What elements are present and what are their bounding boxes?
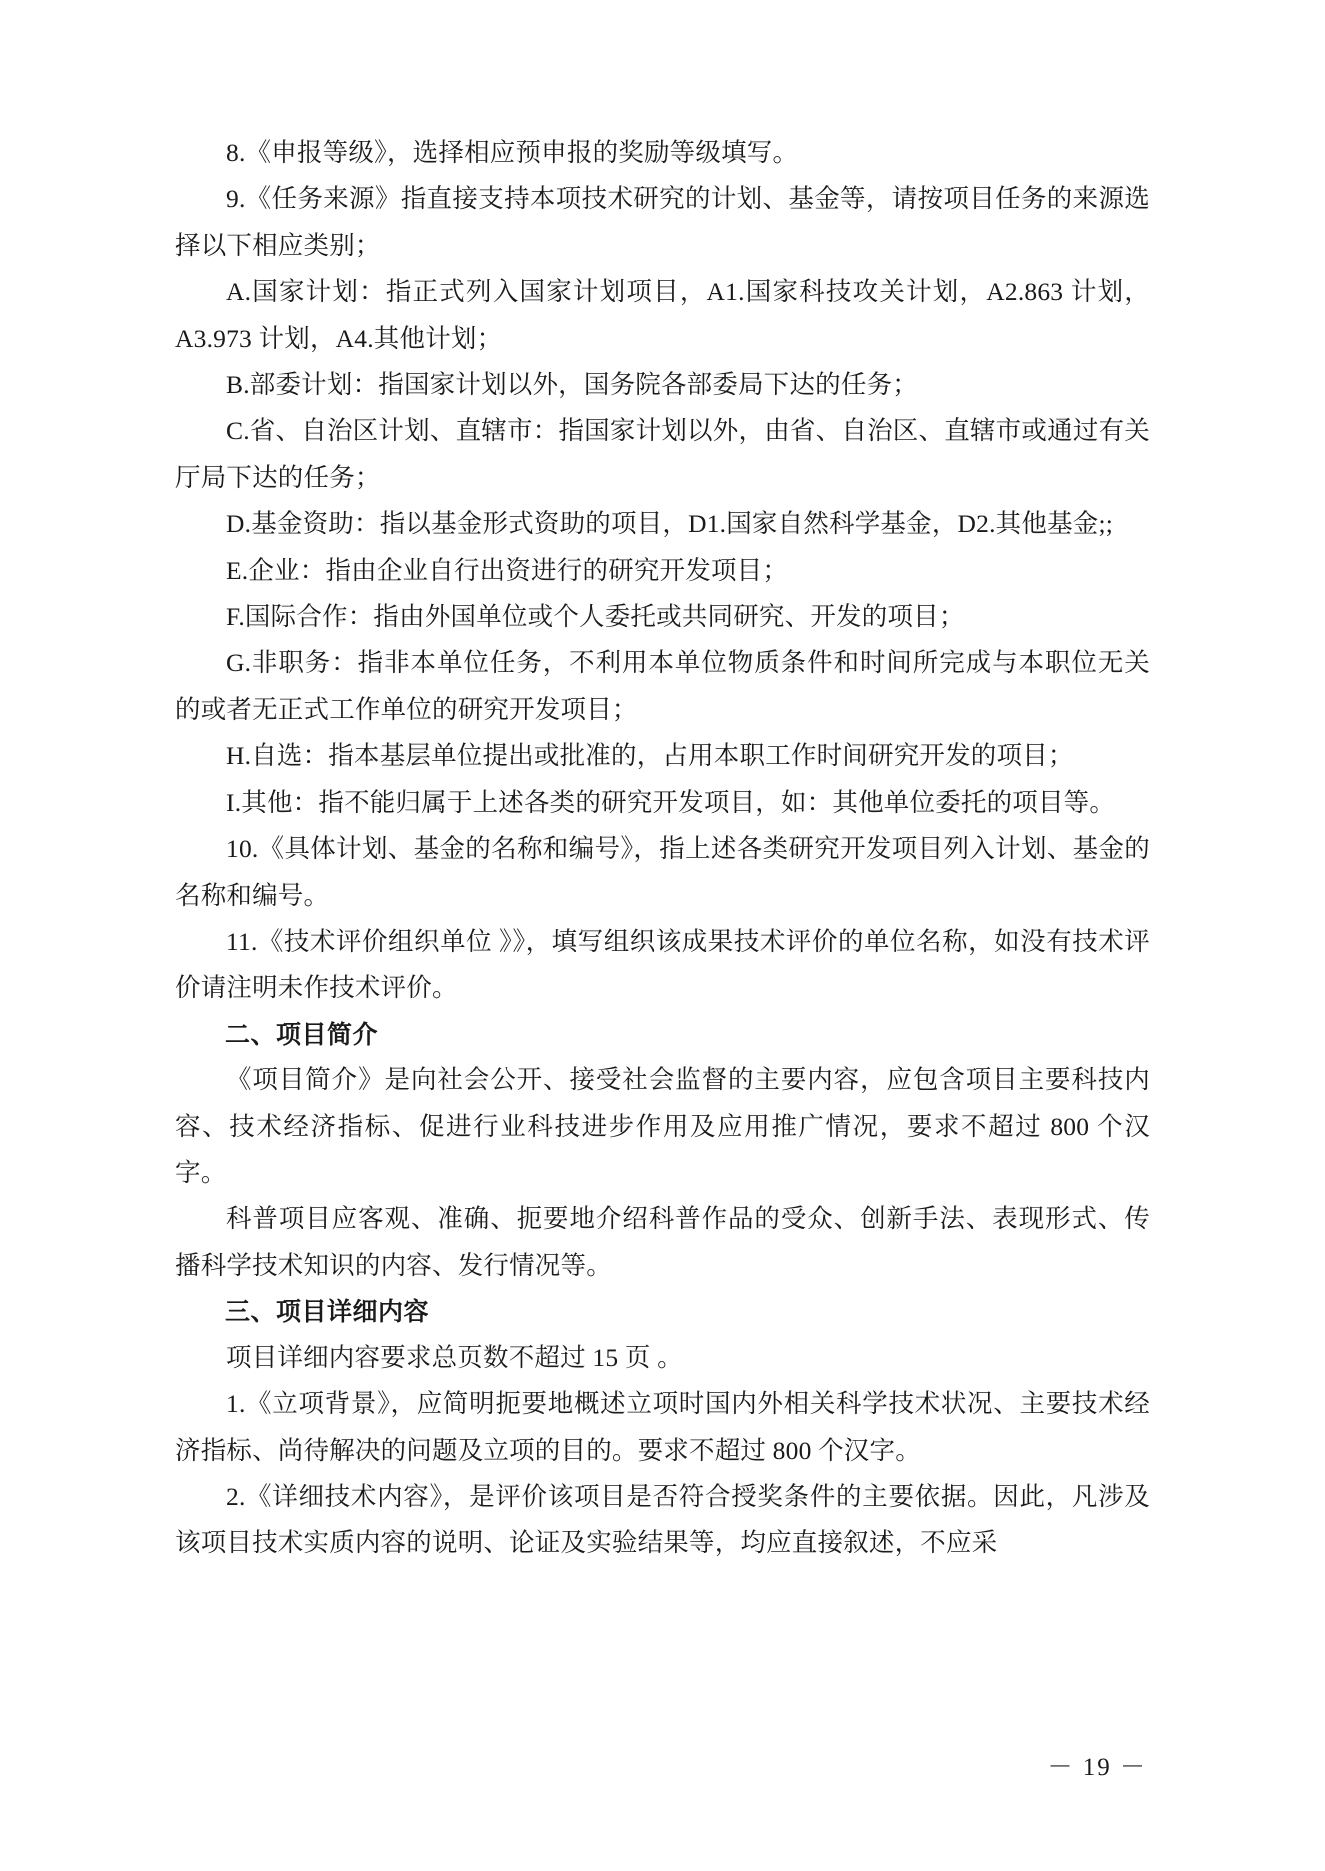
paragraph-item-a: A.国家计划：指正式列入国家计划项目，A1.国家科技攻关计划，A2.863 计划，A3.973 计划，A4.其他计划； [175,277,1150,353]
paragraph-item-b: B.部委计划：指国家计划以外，国务院各部委局下达的任务； [226,370,918,400]
section-heading-three: 三、项目详细内容 [225,1297,430,1327]
paragraph-item-e: E.企业：指由企业自行出资进行的研究开发项目； [226,555,789,585]
paragraph-item-g: G.非职务：指非本单位任务，不利用本单位物质条件和时间所完成与本职位无关的或者无正式工作单位的研究开发项目； [175,648,1150,724]
paragraph-item-d: D.基金资助：指以基金形式资助的项目，D1.国家自然科学基金，D2.其他基金;; [226,509,1114,539]
paragraph-section2-1: 《项目简介》是向社会公开、接受社会监督的主要内容，应包含项目主要科技内容、技术经济指标、促进行业科技进步作用及应用推广情况，要求不超过 800 个汉字。 [175,1065,1150,1188]
paragraph-item-11: 11.《技术评价组织单位 》》，填写组织该成果技术评价的单位名称，如没有技术评价请注明未作技术评价。 [175,926,1150,1003]
paragraph-item-i: I.其他：指不能归属于上述各类的研究开发项目，如：其他单位委托的项目等。 [226,787,1116,817]
paragraph-section2-2: 科普项目应客观、准确、扼要地介绍科普作品的受众、创新手法、表现形式、传播科学技术知识的内容、发行情况等。 [175,1204,1150,1280]
section-heading-two: 二、项目简介 [225,1019,379,1049]
document-body [175,130,1150,1567]
paragraph-item-c: C.省、自治区计划、直辖市：指国家计划以外，由省、自治区、直辖市或通过有关厅局下达的任务； [175,416,1150,492]
paragraph-item-10: 10.《具体计划、基金的名称和编号》，指上述各类研究开发项目列入计划、基金的名称和编号。 [175,834,1150,910]
paragraph-section3-item-2: 2.《详细技术内容》，是评价该项目是否符合授奖条件的主要依据。因此，凡涉及该项目技术实质内容的说明、论证及实验结果等，均应直接叙述，不应采 [175,1481,1150,1558]
paragraph-section3-item-1: 1.《立项背景》，应简明扼要地概述立项时国内外相关科学技术状况、主要技术经济指标、尚待解决的问题及立项的目的。要求不超过 800 个汉字。 [175,1389,1150,1465]
page-number: － 19 － [1047,1754,1147,1781]
paragraph-item-8: 8.《申报等级》，选择相应预申报的奖励等级填写。 [226,138,799,167]
paragraph-item-h: H.自选：指本基层单位提出或批准的，占用本职工作时间研究开发的项目； [226,741,1074,771]
paragraph-item-9: 9.《任务来源》指直接支持本项技术研究的计划、基金等，请按项目任务的来源选择以下相应类别； [175,184,1150,260]
paragraph-section3-1: 项目详细内容要求总页数不超过 15 页 。 [226,1342,683,1372]
paragraph-item-f: F.国际合作：指由外国单位或个人委托或共同研究、开发的项目； [226,602,965,632]
